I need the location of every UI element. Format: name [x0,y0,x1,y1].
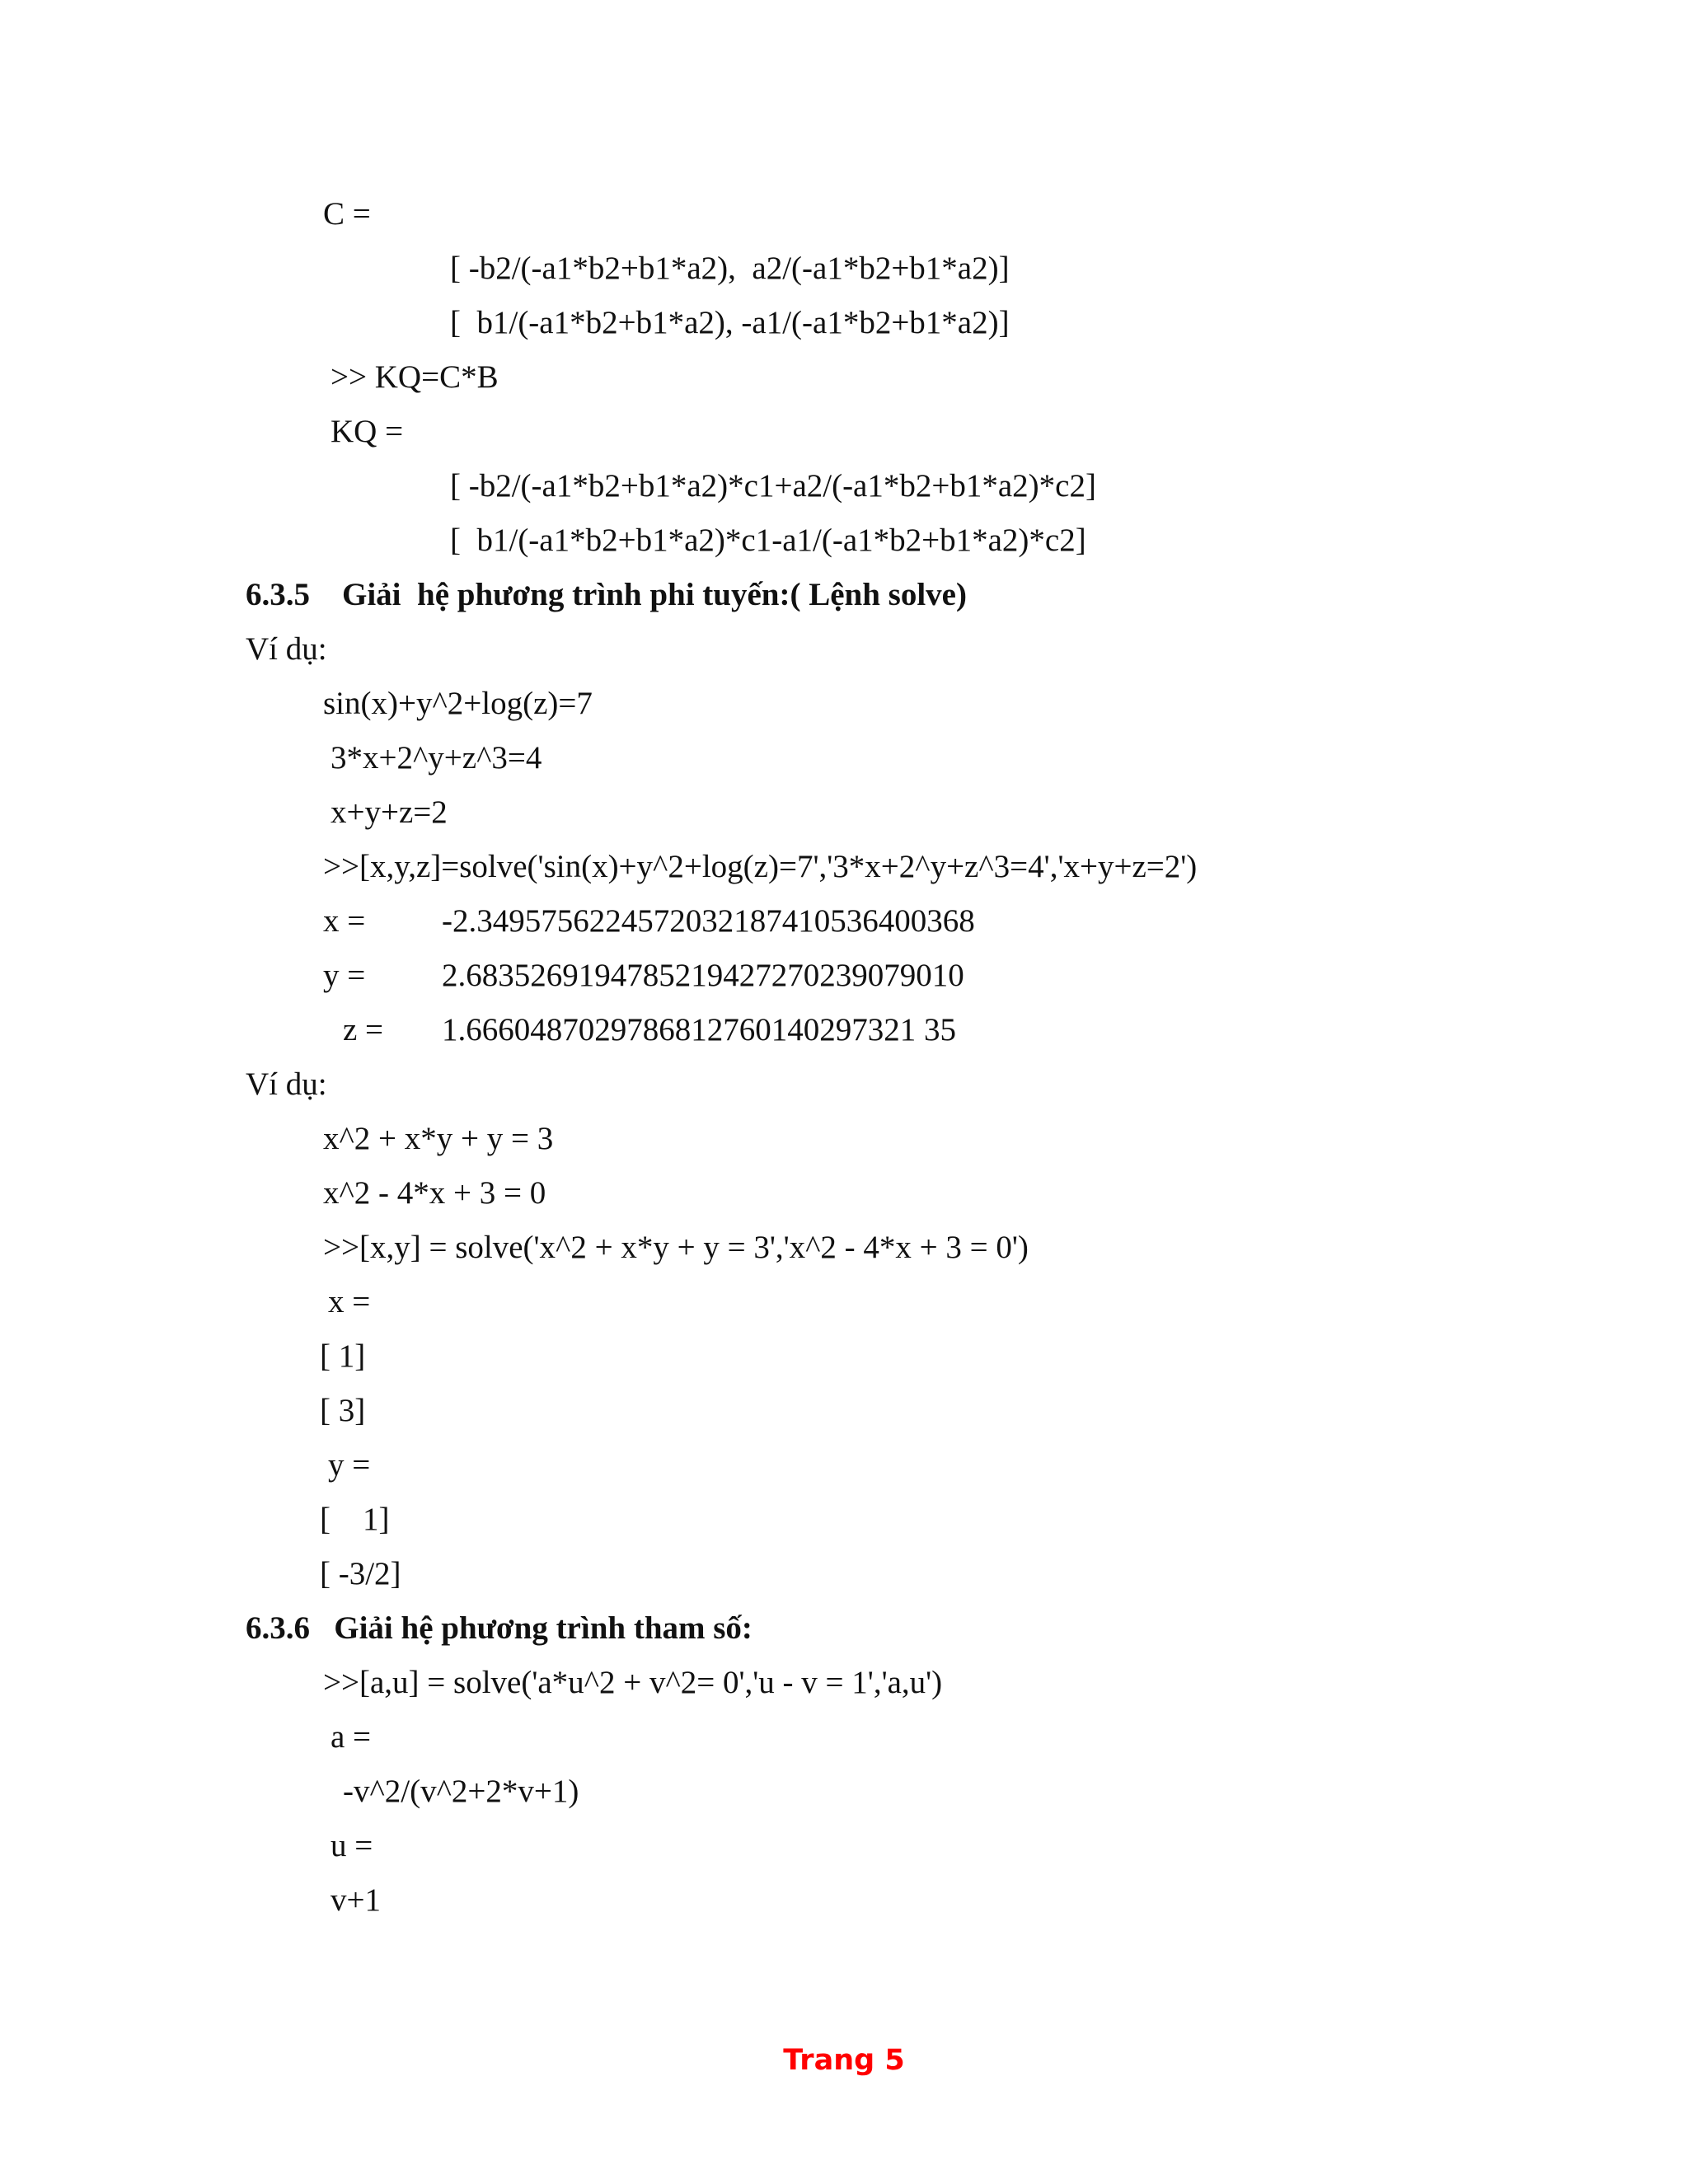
kq-label: KQ = [331,414,404,449]
x-vector-row-2: [ 3] [320,1393,366,1428]
c-label: C = [323,196,371,232]
y-vector-label: y = [328,1447,371,1483]
x-vector-label: x = [328,1284,371,1319]
kq-matrix-row-2: [ b1/(-a1*b2+b1*a2)*c1-a1/(-a1*b2+b1*a2)*c2] [450,523,1086,558]
equation-2: 3*x+2^y+z^3=4 [331,740,542,776]
y-result-value: 2.6835269194785219427270239079010 [442,958,964,993]
a-result-value: -v^2/(v^2+2*v+1) [343,1774,579,1809]
page-number: Trang 5 [783,2044,905,2077]
example-label-1: Ví dụ: [246,631,327,667]
y-vector-row-1: [ 1] [320,1502,390,1537]
section-heading-6-3-6: 6.3.6 Giải hệ phương trình tham số: [246,1610,753,1646]
section-heading-6-3-5: 6.3.5 Giải hệ phương trình phi tuyến:( Lệnh solve) [246,577,967,612]
c-matrix-row-2: [ b1/(-a1*b2+b1*a2), -a1/(-a1*b2+b1*a2)] [450,305,1010,340]
y-result-label: y = [323,958,366,993]
kq-command: >> KQ=C*B [331,359,499,395]
equation-3: x+y+z=2 [331,794,448,830]
x-result-value: -2.3495756224572032187410536400368 [442,903,975,939]
u-result-value: v+1 [331,1882,381,1918]
solve-command-3: >>[a,u] = solve('a*u^2 + v^2= 0','u - v = 1','a,u') [323,1665,943,1700]
x-vector-row-1: [ 1] [320,1338,366,1374]
kq-matrix-row-1: [ -b2/(-a1*b2+b1*a2)*c1+a2/(-a1*b2+b1*a2)*c2] [450,468,1096,504]
z-result-label: z = [343,1012,384,1047]
u-result-label: u = [331,1828,373,1863]
equation-1: sin(x)+y^2+log(z)=7 [323,686,593,721]
x-result-label: x = [323,903,366,939]
z-result-value: 1.6660487029786812760140297321 35 [442,1012,956,1047]
solve-command-2: >>[x,y] = solve('x^2 + x*y + y = 3','x^2 - 4*x + 3 = 0') [323,1230,1029,1265]
y-vector-row-2: [ -3/2] [320,1556,401,1591]
solve-command-1: >>[x,y,z]=solve('sin(x)+y^2+log(z)=7','3*x+2^y+z^3=4','x+y+z=2') [323,849,1198,884]
equation-5: x^2 - 4*x + 3 = 0 [323,1175,546,1211]
equation-4: x^2 + x*y + y = 3 [323,1121,554,1156]
example-label-2: Ví dụ: [246,1066,327,1102]
c-matrix-row-1: [ -b2/(-a1*b2+b1*a2), a2/(-a1*b2+b1*a2)] [450,251,1010,286]
a-result-label: a = [331,1719,372,1755]
